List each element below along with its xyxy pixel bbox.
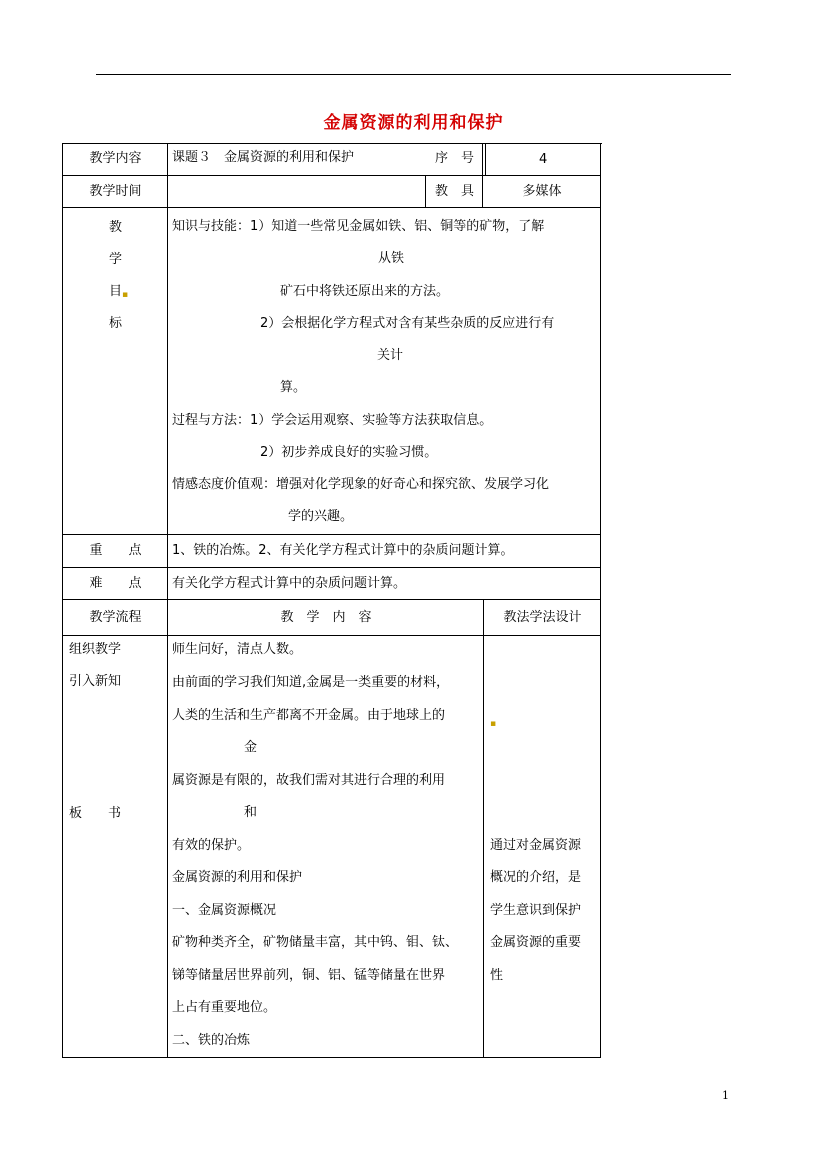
method-line: 金属资源的重要	[490, 935, 582, 950]
process-line: 人类的生活和生产都离不开金属。由于地球上的	[172, 708, 446, 723]
objective-line: 情感态度价值观：增强对化学现象的好奇心和探究欲、发展学习化	[172, 477, 550, 492]
objectives-char: 标	[108, 316, 122, 331]
yellow-mark-icon: ▪	[122, 290, 129, 300]
tool-value-cell	[483, 176, 601, 208]
process-line: 由前面的学习我们知道,金属是一类重要的材料，	[172, 675, 450, 690]
tool-label-cell	[426, 176, 483, 208]
process-line: 有效的保护。	[172, 838, 251, 853]
process-line: 矿物种类齐全，矿物储量丰富，其中钨、钼、钛、	[172, 935, 459, 950]
objective-line: 从铁	[378, 251, 405, 266]
key-point-value: 1、铁的冶炼。2、有关化学方程式计算中的杂质问题计算。	[172, 543, 514, 558]
objectives-label-cell	[63, 208, 168, 535]
key-point-label-cell	[63, 535, 168, 568]
time-label-cell	[63, 176, 168, 208]
process-line: 锑等储量居世界前列，铜、铝、锰等储量在世界	[172, 968, 446, 983]
process-left-cell	[63, 636, 168, 1058]
process-right-cell	[484, 636, 601, 1058]
process-header-col2	[168, 600, 484, 636]
process-middle-cell	[168, 636, 484, 1058]
header-rule	[96, 74, 731, 75]
seq-value: 4	[539, 152, 548, 167]
seq-label: 序 号	[434, 151, 474, 166]
tool-label: 教 具	[434, 184, 474, 199]
process-line: 金属资源的利用和保护	[172, 870, 303, 885]
process-header-col1	[63, 600, 168, 636]
difficulty-value: 有关化学方程式计算中的杂质问题计算。	[172, 576, 407, 591]
key-point-label: 重 点	[89, 543, 142, 558]
objectives-char: 教	[108, 220, 122, 235]
process-step: 板 书	[69, 806, 122, 821]
process-step: 组织教学	[69, 642, 122, 657]
process-header-label: 教 学 内 容	[280, 610, 372, 625]
lesson-plan-table	[62, 143, 602, 1058]
time-value-cell	[168, 176, 426, 208]
process-line: 上占有重要地位。	[172, 1000, 277, 1015]
objective-line: 矿石中将铁还原出来的方法。	[280, 284, 450, 299]
method-line: 通过对金属资源	[490, 838, 582, 853]
key-point-cell	[168, 535, 601, 568]
objective-line: 关计	[377, 348, 404, 363]
process-line: 金	[244, 740, 258, 755]
objectives-content-cell	[168, 208, 601, 535]
process-line: 属资源是有限的，故我们需对其进行合理的利用	[172, 773, 446, 788]
seq-value-cell	[483, 144, 601, 176]
objective-line: 2）会根据化学方程式对含有某些杂质的反应进行有	[260, 316, 555, 331]
method-line: 学生意识到保护	[490, 903, 582, 918]
tool-value: 多媒体	[522, 184, 562, 199]
objective-line: 学的兴趣。	[288, 509, 354, 524]
process-line: 师生问好，清点人数。	[172, 642, 303, 657]
objective-line: 过程与方法：1）学会运用观察、实验等方法获取信息。	[172, 413, 493, 428]
difficulty-cell	[168, 568, 601, 600]
process-header-col3	[484, 600, 601, 636]
objective-line: 算。	[280, 380, 307, 395]
content-label-cell	[63, 144, 168, 176]
process-header-label: 教法学法设计	[503, 610, 582, 625]
page-number: 1	[722, 1089, 729, 1102]
difficulty-label-cell	[63, 568, 168, 600]
method-line: 性	[490, 968, 504, 983]
process-step: 引入新知	[69, 674, 122, 689]
objective-line: 知识与技能：1）知道一些常见金属如铁、铝、铜等的矿物，了解	[172, 219, 545, 234]
objectives-char: 目	[108, 284, 122, 299]
process-line: 和	[244, 805, 258, 820]
objectives-char: 学	[108, 252, 122, 267]
objective-line: 2）初步养成良好的实验习惯。	[260, 445, 438, 460]
process-line: 一、金属资源概况	[172, 903, 277, 918]
content-value: 课题３ 金属资源的利用和保护	[172, 150, 355, 165]
time-label: 教学时间	[89, 184, 142, 199]
content-label: 教学内容	[89, 151, 142, 166]
yellow-mark-icon: ▪	[490, 719, 497, 729]
seq-label-cell	[426, 144, 483, 176]
process-header-label: 教学流程	[89, 610, 142, 625]
difficulty-label: 难 点	[89, 576, 142, 591]
document-title: 金属资源的利用和保护	[323, 113, 504, 133]
process-line: 二、铁的冶炼	[172, 1033, 251, 1048]
method-line: 概况的介绍，是	[490, 870, 582, 885]
